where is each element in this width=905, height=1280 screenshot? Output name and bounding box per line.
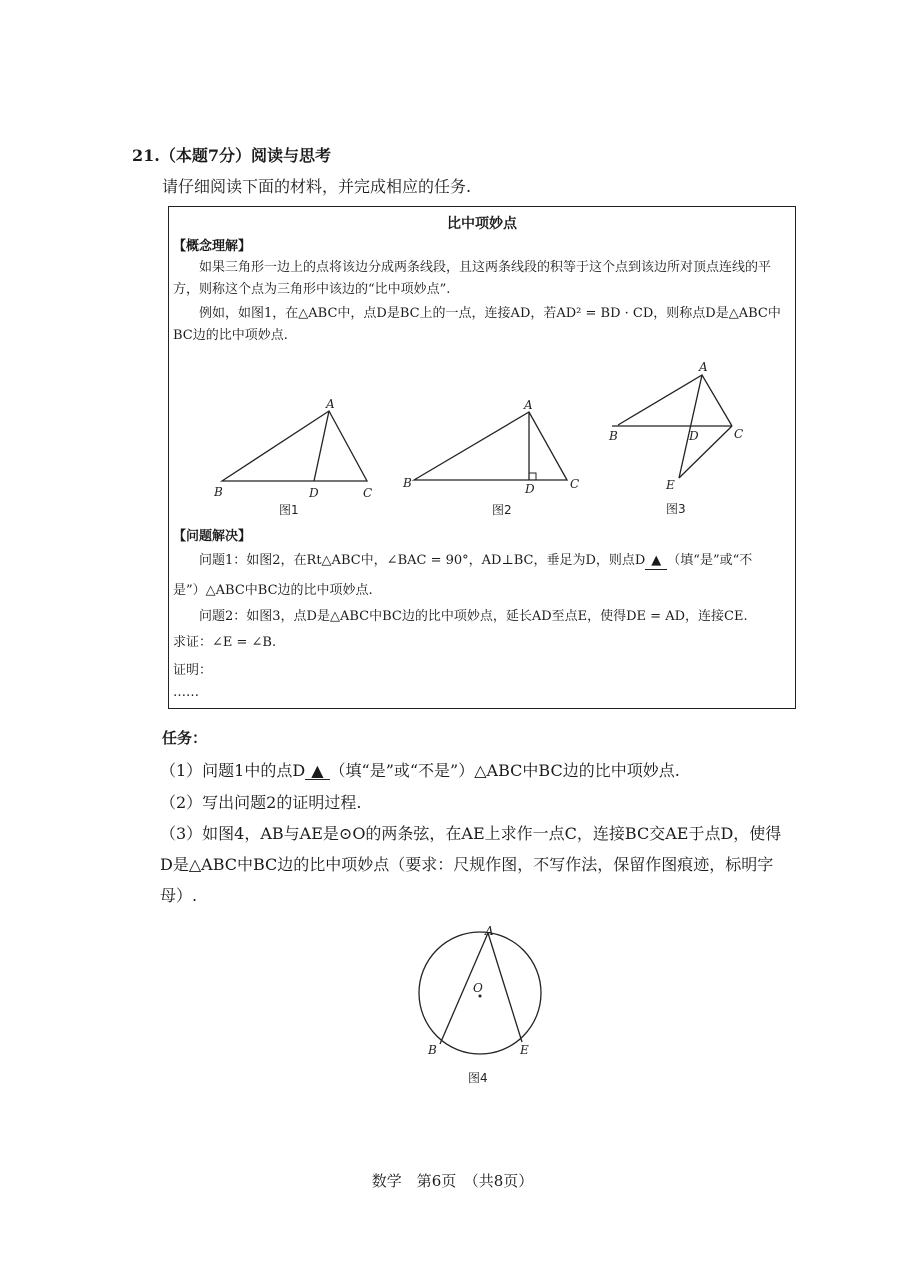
fig4-caption: 图4: [468, 1071, 488, 1085]
fig1-label-d: D: [309, 486, 319, 500]
concept-heading: 【概念理解】: [173, 239, 252, 254]
fig2-label-c: C: [570, 477, 580, 491]
problem-2-text: 问题2：如图3，点D是△ABC中BC边的比中项妙点，延长AD至点E，使得DE = AD，连接CE.: [199, 609, 748, 624]
problem-1-text-b: （填“是”或“不: [667, 553, 753, 568]
material-box: [168, 206, 796, 709]
fig3-label-d: D: [689, 429, 699, 443]
task-1-text-a: （1）问题1中的点D: [160, 761, 306, 780]
fig2-caption: 图2: [492, 503, 512, 517]
figure-2: [414, 412, 567, 480]
fig2-label-d: D: [525, 482, 535, 496]
fig3-label-a: A: [699, 360, 708, 374]
fig3-label-c: C: [734, 427, 744, 441]
fig3-sides-ab-ac: [618, 375, 732, 426]
fig3-caption: 图3: [666, 502, 686, 516]
fig3-label-b: B: [609, 429, 618, 443]
fig4-chord-ae: [488, 933, 522, 1042]
example-text: 例如，如图1，在△ABC中，点D是BC上的一点，连接AD，若AD² = BD · CD，则称点D是△ABC中BC边的比中项妙点.: [173, 306, 781, 343]
fig2-label-a: A: [524, 398, 533, 412]
page-footer: 数学 第6页 （共8页）: [371, 1172, 534, 1190]
fig2-label-b: B: [403, 476, 412, 490]
fig1-caption: 图1: [279, 503, 299, 517]
fig3-label-e: E: [666, 478, 675, 492]
figure-4: [400, 920, 580, 1090]
fig4-label-b: B: [428, 1043, 437, 1057]
fig2-right-angle-mark: [529, 473, 536, 480]
task-1-blank-mark: ▲: [311, 761, 324, 780]
problem-1-line-2: 是”）△ABC中BC边的比中项妙点.: [173, 583, 373, 598]
question-title: 21.（本题7分）阅读与思考: [132, 146, 331, 165]
task-2: （2）写出问题2的证明过程.: [160, 793, 362, 812]
figure-3: [612, 375, 732, 478]
fig4-label-o: O: [473, 981, 483, 995]
fig3-segment-ce: [679, 426, 732, 478]
fig1-label-b: B: [214, 485, 223, 499]
problem-1-blank-mark: ▲: [651, 553, 662, 568]
task-1-blank: [305, 763, 329, 780]
fig1-label-a: A: [326, 397, 335, 411]
fig1-triangle: [222, 411, 367, 481]
problem-1-blank: [645, 553, 667, 570]
problem-heading: 【问题解决】: [173, 529, 252, 544]
material-title: 比中项妙点: [447, 216, 517, 232]
figure-1: [222, 411, 367, 481]
task-1: [160, 758, 680, 781]
task-1-text-b: （填“是”或“不是”）△ABC中BC边的比中项妙点.: [329, 761, 680, 780]
tasks-label: 任务：: [162, 729, 208, 747]
concept-text: 如果三角形一边上的点将该边分成两条线段，且这两条线段的积等于这个点到该边所对顶点连线的平方，则称这个点为三角形中该边的“比中项妙点”.: [173, 260, 772, 297]
fig1-segment-ad: [314, 411, 329, 481]
proof-ellipsis: ……: [173, 685, 199, 700]
proof-label: 证明：: [173, 663, 213, 678]
figures-1-3: [169, 207, 797, 527]
fig4-label-e: E: [520, 1043, 529, 1057]
fig2-triangle: [414, 412, 567, 480]
problem-1-text-a: 问题1：如图2，在Rt△ABC中，∠BAC = 90°，AD⊥BC，垂足为D，则点D: [199, 553, 646, 568]
problem-1-line-1: [199, 549, 752, 570]
fig1-label-c: C: [363, 486, 373, 500]
fig4-label-a: A: [485, 924, 494, 938]
prove-statement: 求证：∠E = ∠B.: [173, 635, 277, 650]
task-3: （3）如图4，AB与AE是⊙O的两条弦，在AE上求作一点C，连接BC交AE于点D，使得D是△ABC中BC边的比中项妙点（要求：尺规作图，不写作法，保留作图痕迹，标明字母）.: [160, 824, 782, 905]
question-intro: 请仔细阅读下面的材料，并完成相应的任务.: [162, 177, 472, 196]
